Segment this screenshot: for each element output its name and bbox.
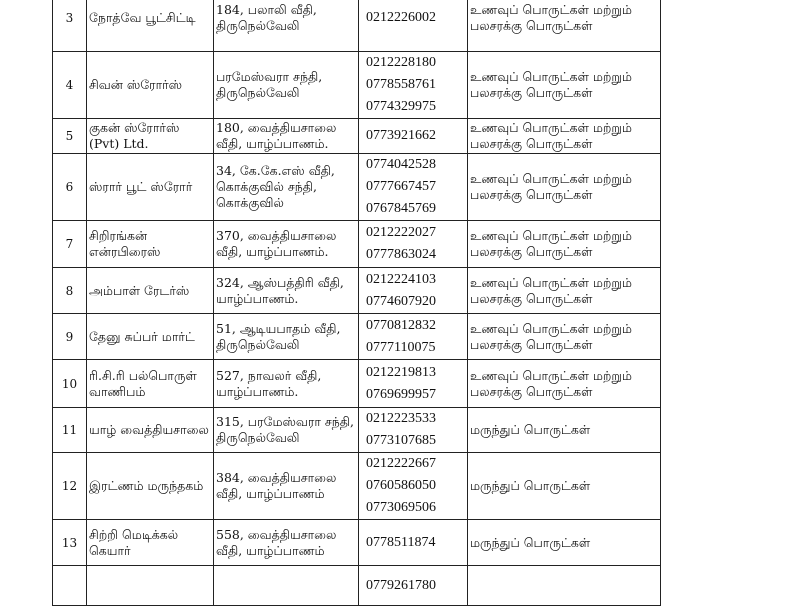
phone-numbers-line: 0774607920 [366,293,436,309]
product-category-line: பலசரக்கு பொருட்கள் [470,290,593,306]
product-category-line: மருந்துப் பொருட்கள் [470,478,591,493]
phone-numbers [359,154,468,221]
shop-address-line: கொக்குவில் [216,195,284,210]
shop-name-line: சிறிரங்கன் [89,228,148,243]
product-category [468,221,661,268]
shop-name-line: என்ரபிரைஸ் [89,244,161,259]
phone-numbers-line: 0212224103 [366,271,436,287]
shop-address-line: திருநெல்வேலி [216,85,300,100]
shop-address-line: பரமேஸ்வரா சந்தி, [216,69,323,84]
product-category-line: உணவுப் பொருட்கள் மற்றும் [470,120,632,135]
shop-address-line: 324, ஆஸ்பத்திரி வீதி, [216,274,344,290]
phone-numbers-line: 0777110075 [366,339,436,355]
shop-address [214,314,359,360]
phone-numbers-line: 0212219813 [366,364,436,380]
shop-address-line: வீதி, யாழ்ப்பாணம். [216,136,329,151]
shop-name [87,408,214,453]
product-category-line: மருந்துப் பொருட்கள் [470,422,591,437]
shop-name-line: யாழ் வைத்தியசாலை [89,422,209,437]
phone-numbers [359,52,468,119]
product-category [468,268,661,314]
shop-address-line: 315, பரமேஸ்வரா சந்தி, [216,414,355,429]
product-category [468,520,661,566]
product-category-line: மருந்துப் பொருட்கள் [470,534,591,550]
shop-name-line: குகன் ஸ்ரோர்ஸ் [89,120,180,135]
phone-numbers [359,221,468,268]
phone-numbers [359,520,468,566]
shop-address-line: 527, நாவலர் வீதி, [216,367,322,383]
phone-numbers [359,360,468,408]
shop-name-line: அம்பாள் ரேடர்ஸ் [89,282,190,298]
shop-address-line: திருநெல்வேலி [216,336,300,352]
row-number: 3 [53,0,87,52]
phone-numbers-line: 0212222667 [366,456,436,471]
product-category-line: உணவுப் பொருட்கள் மற்றும் [470,171,632,186]
shop-address-line: வீதி, யாழ்ப்பாணம் [216,486,325,501]
shop-address-line: வீதி, யாழ்ப்பாணம் [216,542,325,558]
table-row [53,221,661,268]
product-category-line: பலசரக்கு பொருட்கள் [470,383,593,399]
table-row [53,119,661,154]
phone-numbers [359,566,468,606]
shop-name-line: (Pvt) Ltd. [89,136,149,151]
shop-address [214,566,359,606]
product-category-line: உணவுப் பொருட்கள் மற்றும் [470,1,632,17]
phone-numbers-line: 0760586050 [366,478,436,493]
phone-numbers-line: 0774042528 [366,157,436,172]
shop-address [214,268,359,314]
phone-numbers-line: 0212228180 [366,55,436,70]
shop-address-line: வீதி, யாழ்ப்பாணம். [216,244,329,259]
product-category [468,0,661,52]
phone-numbers [359,119,468,154]
shop-name [87,119,214,154]
phone-numbers [359,0,468,52]
shop-name-line: சிவன் ஸ்ரோர்ஸ் [89,77,183,92]
table-row [53,408,661,453]
shop-address-line: 184, பலாலி வீதி, [216,1,317,17]
phone-numbers [359,314,468,360]
shop-name-line: சிற்றி மெடிக்கல் [89,526,179,542]
product-category [468,52,661,119]
table-row [53,360,661,408]
phone-numbers-line: 0778558761 [366,77,436,92]
product-category [468,360,661,408]
product-category-line: உணவுப் பொருட்கள் மற்றும் [470,69,632,84]
product-category [468,566,661,606]
shop-address-line: 558, வைத்தியசாலை [216,526,337,542]
table-row [53,520,661,566]
shop-name [87,221,214,268]
table-row [53,566,661,606]
phone-numbers-line: 0777667457 [366,179,436,194]
row-number: 8 [53,268,87,314]
phone-numbers [359,453,468,520]
shop-address-line: கொக்குவில் சந்தி, [216,179,318,194]
shop-address-line: திருநெல்வேலி [216,17,300,33]
product-category-line: உணவுப் பொருட்கள் மற்றும் [470,367,632,383]
product-category-line: பலசரக்கு பொருட்கள் [470,336,593,352]
shop-name [87,268,214,314]
shop-address-line: 384, வைத்தியசாலை [216,470,337,485]
shop-address-line: திருநெல்வேலி [216,430,300,445]
product-category [468,453,661,520]
product-category-line: பலசரக்கு பொருட்கள் [470,17,593,33]
phone-numbers-line: 0212223533 [366,411,436,426]
shop-address-line: யாழ்ப்பாணம். [216,383,299,399]
shop-name [87,520,214,566]
shop-name [87,314,214,360]
row-number: 12 [53,453,87,520]
row-number: 13 [53,520,87,566]
shop-name-line: தேனு சுப்பர் மார்ட் [89,328,195,344]
shop-name-line: இரட்ணம் மருந்தகம் [89,478,204,493]
phone-numbers-line: 0774329975 [366,99,436,114]
table-row [53,0,661,52]
shop-directory-table [52,0,661,606]
row-number [53,566,87,606]
phone-numbers-line: 0212226002 [366,9,436,25]
shop-name-line: ரி.சி.ரி பல்பொருள் [89,367,197,383]
product-category-line: பலசரக்கு பொருட்கள் [470,85,593,100]
phone-numbers [359,268,468,314]
row-number: 6 [53,154,87,221]
shop-address [214,221,359,268]
product-category-line: உணவுப் பொருட்கள் மற்றும் [470,228,632,243]
shop-name [87,453,214,520]
phone-numbers-line: 0767845769 [366,201,436,216]
shop-address-line: 34, கே.கே.எஸ் வீதி, [216,163,335,178]
table-row [53,314,661,360]
shop-address [214,154,359,221]
shop-address-line: யாழ்ப்பாணம். [216,290,299,306]
phone-numbers [359,408,468,453]
shop-address-line: 370, வைத்தியசாலை [216,228,337,243]
phone-numbers-line: 0773921662 [366,128,436,143]
phone-numbers-line: 0770812832 [366,317,436,333]
shop-name [87,154,214,221]
phone-numbers-line: 0212222027 [366,225,436,240]
shop-address-line: 51, ஆடியபாதம் வீதி, [216,320,341,336]
phone-numbers-line: 0769699957 [366,386,436,402]
table-row [53,154,661,221]
table-row [53,268,661,314]
row-number: 5 [53,119,87,154]
shop-address [214,0,359,52]
row-number: 9 [53,314,87,360]
row-number: 7 [53,221,87,268]
shop-name-line: ஸ்ரார் பூட் ஸ்ரோர் [89,179,193,194]
product-category [468,154,661,221]
product-category-line: பலசரக்கு பொருட்கள் [470,136,593,151]
shop-name [87,0,214,52]
shop-name-line: நோத்வே பூட்சிட்டி [89,9,196,25]
shop-address [214,52,359,119]
phone-numbers-line: 0779261780 [366,577,436,593]
product-category [468,119,661,154]
product-category-line: உணவுப் பொருட்கள் மற்றும் [470,274,632,290]
shop-name [87,566,214,606]
shop-address [214,453,359,520]
phone-numbers-line: 0777863024 [366,247,436,262]
shop-name-line: வாணிபம் [89,383,146,399]
shop-address-line: 180, வைத்தியசாலை [216,120,337,135]
table-row [53,52,661,119]
phone-numbers-line: 0778511874 [366,534,436,550]
row-number: 10 [53,360,87,408]
product-category-line: பலசரக்கு பொருட்கள் [470,244,593,259]
shop-name [87,52,214,119]
product-category-line: உணவுப் பொருட்கள் மற்றும் [470,320,632,336]
table-row [53,453,661,520]
product-category-line: பலசரக்கு பொருட்கள் [470,187,593,202]
row-number: 11 [53,408,87,453]
product-category [468,408,661,453]
shop-name [87,360,214,408]
product-category [468,314,661,360]
shop-name-line: கெயார் [89,542,131,558]
shop-address [214,360,359,408]
row-number: 4 [53,52,87,119]
shop-address [214,520,359,566]
phone-numbers-line: 0773069506 [366,500,436,515]
table-body [53,0,661,606]
shop-address [214,119,359,154]
shop-address [214,408,359,453]
phone-numbers-line: 0773107685 [366,433,436,448]
